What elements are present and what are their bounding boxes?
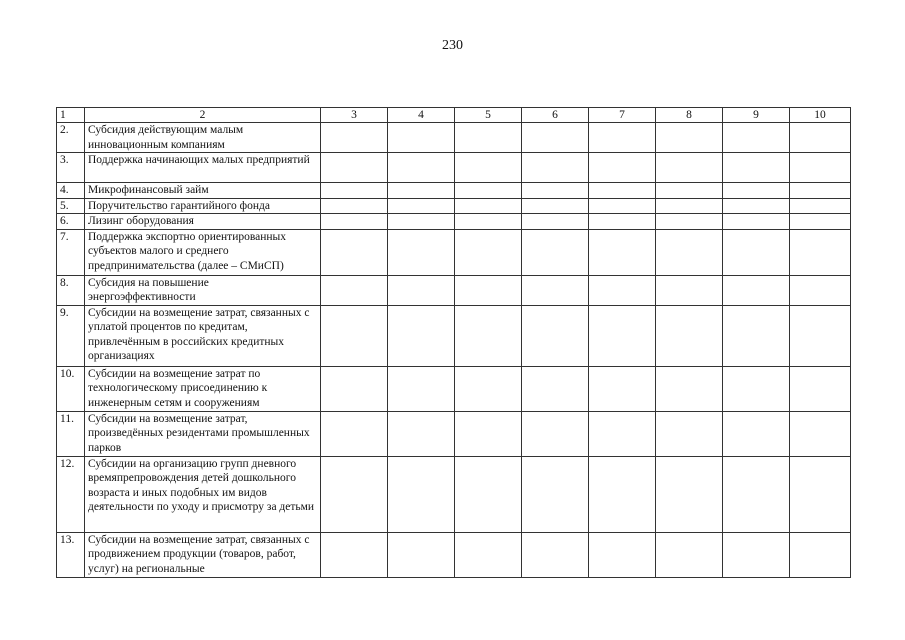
row-number: 11. bbox=[57, 411, 85, 456]
column-header-4: 4 bbox=[388, 108, 455, 123]
empty-cell bbox=[656, 411, 723, 456]
empty-cell bbox=[388, 229, 455, 275]
empty-cell bbox=[790, 532, 851, 577]
empty-cell bbox=[790, 275, 851, 305]
empty-cell bbox=[321, 153, 388, 183]
table-row bbox=[57, 198, 851, 214]
empty-cell bbox=[388, 532, 455, 577]
empty-cell bbox=[723, 532, 790, 577]
row-number: 4. bbox=[57, 183, 85, 199]
empty-cell bbox=[589, 456, 656, 532]
column-header-3: 3 bbox=[321, 108, 388, 123]
empty-cell bbox=[321, 411, 388, 456]
empty-cell bbox=[723, 123, 790, 153]
row-number: 9. bbox=[57, 305, 85, 366]
column-header-7: 7 bbox=[589, 108, 656, 123]
empty-cell bbox=[455, 305, 522, 366]
empty-cell bbox=[522, 275, 589, 305]
empty-cell bbox=[321, 183, 388, 199]
row-description: Лизинг оборудования bbox=[85, 214, 321, 230]
row-description: Поддержка экспортно ориентированных субъектов малого и среднего предпринимательства (далее – СМиСП) bbox=[85, 229, 321, 275]
table-row bbox=[57, 153, 851, 183]
empty-cell bbox=[790, 183, 851, 199]
empty-cell bbox=[388, 366, 455, 411]
empty-cell bbox=[723, 198, 790, 214]
row-description: Субсидии на возмещение затрат, связанных с уплатой процентов по кредитам, привлечённым в российских кредитных организациях bbox=[85, 305, 321, 366]
empty-cell bbox=[522, 532, 589, 577]
row-description: Микрофинансовый займ bbox=[85, 183, 321, 199]
empty-cell bbox=[723, 183, 790, 199]
row-number: 5. bbox=[57, 198, 85, 214]
empty-cell bbox=[656, 153, 723, 183]
empty-cell bbox=[790, 214, 851, 230]
empty-cell bbox=[790, 153, 851, 183]
table-row bbox=[57, 456, 851, 532]
empty-cell bbox=[455, 214, 522, 230]
empty-cell bbox=[589, 366, 656, 411]
empty-cell bbox=[589, 275, 656, 305]
empty-cell bbox=[455, 123, 522, 153]
empty-cell bbox=[522, 411, 589, 456]
row-description: Субсидии на организацию групп дневного времяпрепровождения детей дошкольного возраста и иных подобных им видов деятельности по уходу и присмотру за детьми bbox=[85, 456, 321, 532]
empty-cell bbox=[455, 229, 522, 275]
empty-cell bbox=[522, 305, 589, 366]
table-row bbox=[57, 411, 851, 456]
empty-cell bbox=[723, 214, 790, 230]
empty-cell bbox=[388, 153, 455, 183]
table-row bbox=[57, 305, 851, 366]
empty-cell bbox=[321, 366, 388, 411]
empty-cell bbox=[388, 456, 455, 532]
table-row bbox=[57, 229, 851, 275]
empty-cell bbox=[790, 229, 851, 275]
column-header-10: 10 bbox=[790, 108, 851, 123]
empty-cell bbox=[589, 532, 656, 577]
empty-cell bbox=[723, 366, 790, 411]
empty-cell bbox=[455, 366, 522, 411]
table-row bbox=[57, 183, 851, 199]
empty-cell bbox=[656, 123, 723, 153]
empty-cell bbox=[321, 275, 388, 305]
column-header-6: 6 bbox=[522, 108, 589, 123]
empty-cell bbox=[455, 411, 522, 456]
empty-cell bbox=[455, 183, 522, 199]
empty-cell bbox=[656, 532, 723, 577]
empty-cell bbox=[656, 366, 723, 411]
empty-cell bbox=[589, 305, 656, 366]
empty-cell bbox=[522, 123, 589, 153]
row-description: Поддержка начинающих малых предприятий bbox=[85, 153, 321, 183]
table-row bbox=[57, 275, 851, 305]
empty-cell bbox=[321, 198, 388, 214]
row-number: 12. bbox=[57, 456, 85, 532]
empty-cell bbox=[522, 456, 589, 532]
empty-cell bbox=[790, 123, 851, 153]
empty-cell bbox=[321, 123, 388, 153]
empty-cell bbox=[589, 123, 656, 153]
empty-cell bbox=[321, 532, 388, 577]
empty-cell bbox=[321, 305, 388, 366]
empty-cell bbox=[388, 214, 455, 230]
empty-cell bbox=[388, 123, 455, 153]
column-header-2: 2 bbox=[85, 108, 321, 123]
row-description: Субсидии на возмещение затрат, связанных с продвижением продукции (товаров, работ, услуг) на региональные bbox=[85, 532, 321, 577]
empty-cell bbox=[522, 366, 589, 411]
empty-cell bbox=[388, 183, 455, 199]
empty-cell bbox=[656, 183, 723, 199]
row-number: 10. bbox=[57, 366, 85, 411]
empty-cell bbox=[723, 456, 790, 532]
empty-cell bbox=[455, 275, 522, 305]
empty-cell bbox=[589, 183, 656, 199]
empty-cell bbox=[321, 229, 388, 275]
empty-cell bbox=[790, 198, 851, 214]
empty-cell bbox=[388, 411, 455, 456]
empty-cell bbox=[723, 305, 790, 366]
row-description: Поручительство гарантийного фонда bbox=[85, 198, 321, 214]
empty-cell bbox=[321, 456, 388, 532]
empty-cell bbox=[522, 183, 589, 199]
table-row bbox=[57, 366, 851, 411]
empty-cell bbox=[589, 229, 656, 275]
row-number: 2. bbox=[57, 123, 85, 153]
table-header-row bbox=[57, 108, 851, 123]
row-number: 6. bbox=[57, 214, 85, 230]
column-header-9: 9 bbox=[723, 108, 790, 123]
empty-cell bbox=[589, 214, 656, 230]
empty-cell bbox=[522, 153, 589, 183]
empty-cell bbox=[589, 411, 656, 456]
row-description: Субсидия на повышение энергоэффективности bbox=[85, 275, 321, 305]
empty-cell bbox=[522, 229, 589, 275]
data-table bbox=[56, 107, 851, 578]
column-header-5: 5 bbox=[455, 108, 522, 123]
empty-cell bbox=[388, 198, 455, 214]
empty-cell bbox=[455, 532, 522, 577]
table-row bbox=[57, 214, 851, 230]
row-number: 13. bbox=[57, 532, 85, 577]
empty-cell bbox=[455, 198, 522, 214]
empty-cell bbox=[656, 275, 723, 305]
empty-cell bbox=[589, 198, 656, 214]
empty-cell bbox=[656, 305, 723, 366]
empty-cell bbox=[723, 411, 790, 456]
column-header-8: 8 bbox=[656, 108, 723, 123]
empty-cell bbox=[723, 153, 790, 183]
empty-cell bbox=[790, 456, 851, 532]
empty-cell bbox=[455, 456, 522, 532]
row-number: 8. bbox=[57, 275, 85, 305]
empty-cell bbox=[656, 198, 723, 214]
empty-cell bbox=[723, 229, 790, 275]
row-description: Субсидии на возмещение затрат, произведённых резидентами промышленных парков bbox=[85, 411, 321, 456]
empty-cell bbox=[522, 198, 589, 214]
row-number: 3. bbox=[57, 153, 85, 183]
row-number: 7. bbox=[57, 229, 85, 275]
table-row bbox=[57, 123, 851, 153]
table-row bbox=[57, 532, 851, 577]
empty-cell bbox=[388, 275, 455, 305]
empty-cell bbox=[522, 214, 589, 230]
row-description: Субсидия действующим малым инновационным компаниям bbox=[85, 123, 321, 153]
empty-cell bbox=[321, 214, 388, 230]
empty-cell bbox=[589, 153, 656, 183]
row-description: Субсидии на возмещение затрат по технологическому присоединению к инженерным сетям и сооружениям bbox=[85, 366, 321, 411]
empty-cell bbox=[388, 305, 455, 366]
empty-cell bbox=[455, 153, 522, 183]
empty-cell bbox=[790, 366, 851, 411]
empty-cell bbox=[656, 456, 723, 532]
empty-cell bbox=[723, 275, 790, 305]
empty-cell bbox=[656, 214, 723, 230]
empty-cell bbox=[790, 411, 851, 456]
empty-cell bbox=[790, 305, 851, 366]
column-header-1: 1 bbox=[57, 108, 85, 123]
empty-cell bbox=[656, 229, 723, 275]
page-number: 230 bbox=[442, 38, 463, 53]
